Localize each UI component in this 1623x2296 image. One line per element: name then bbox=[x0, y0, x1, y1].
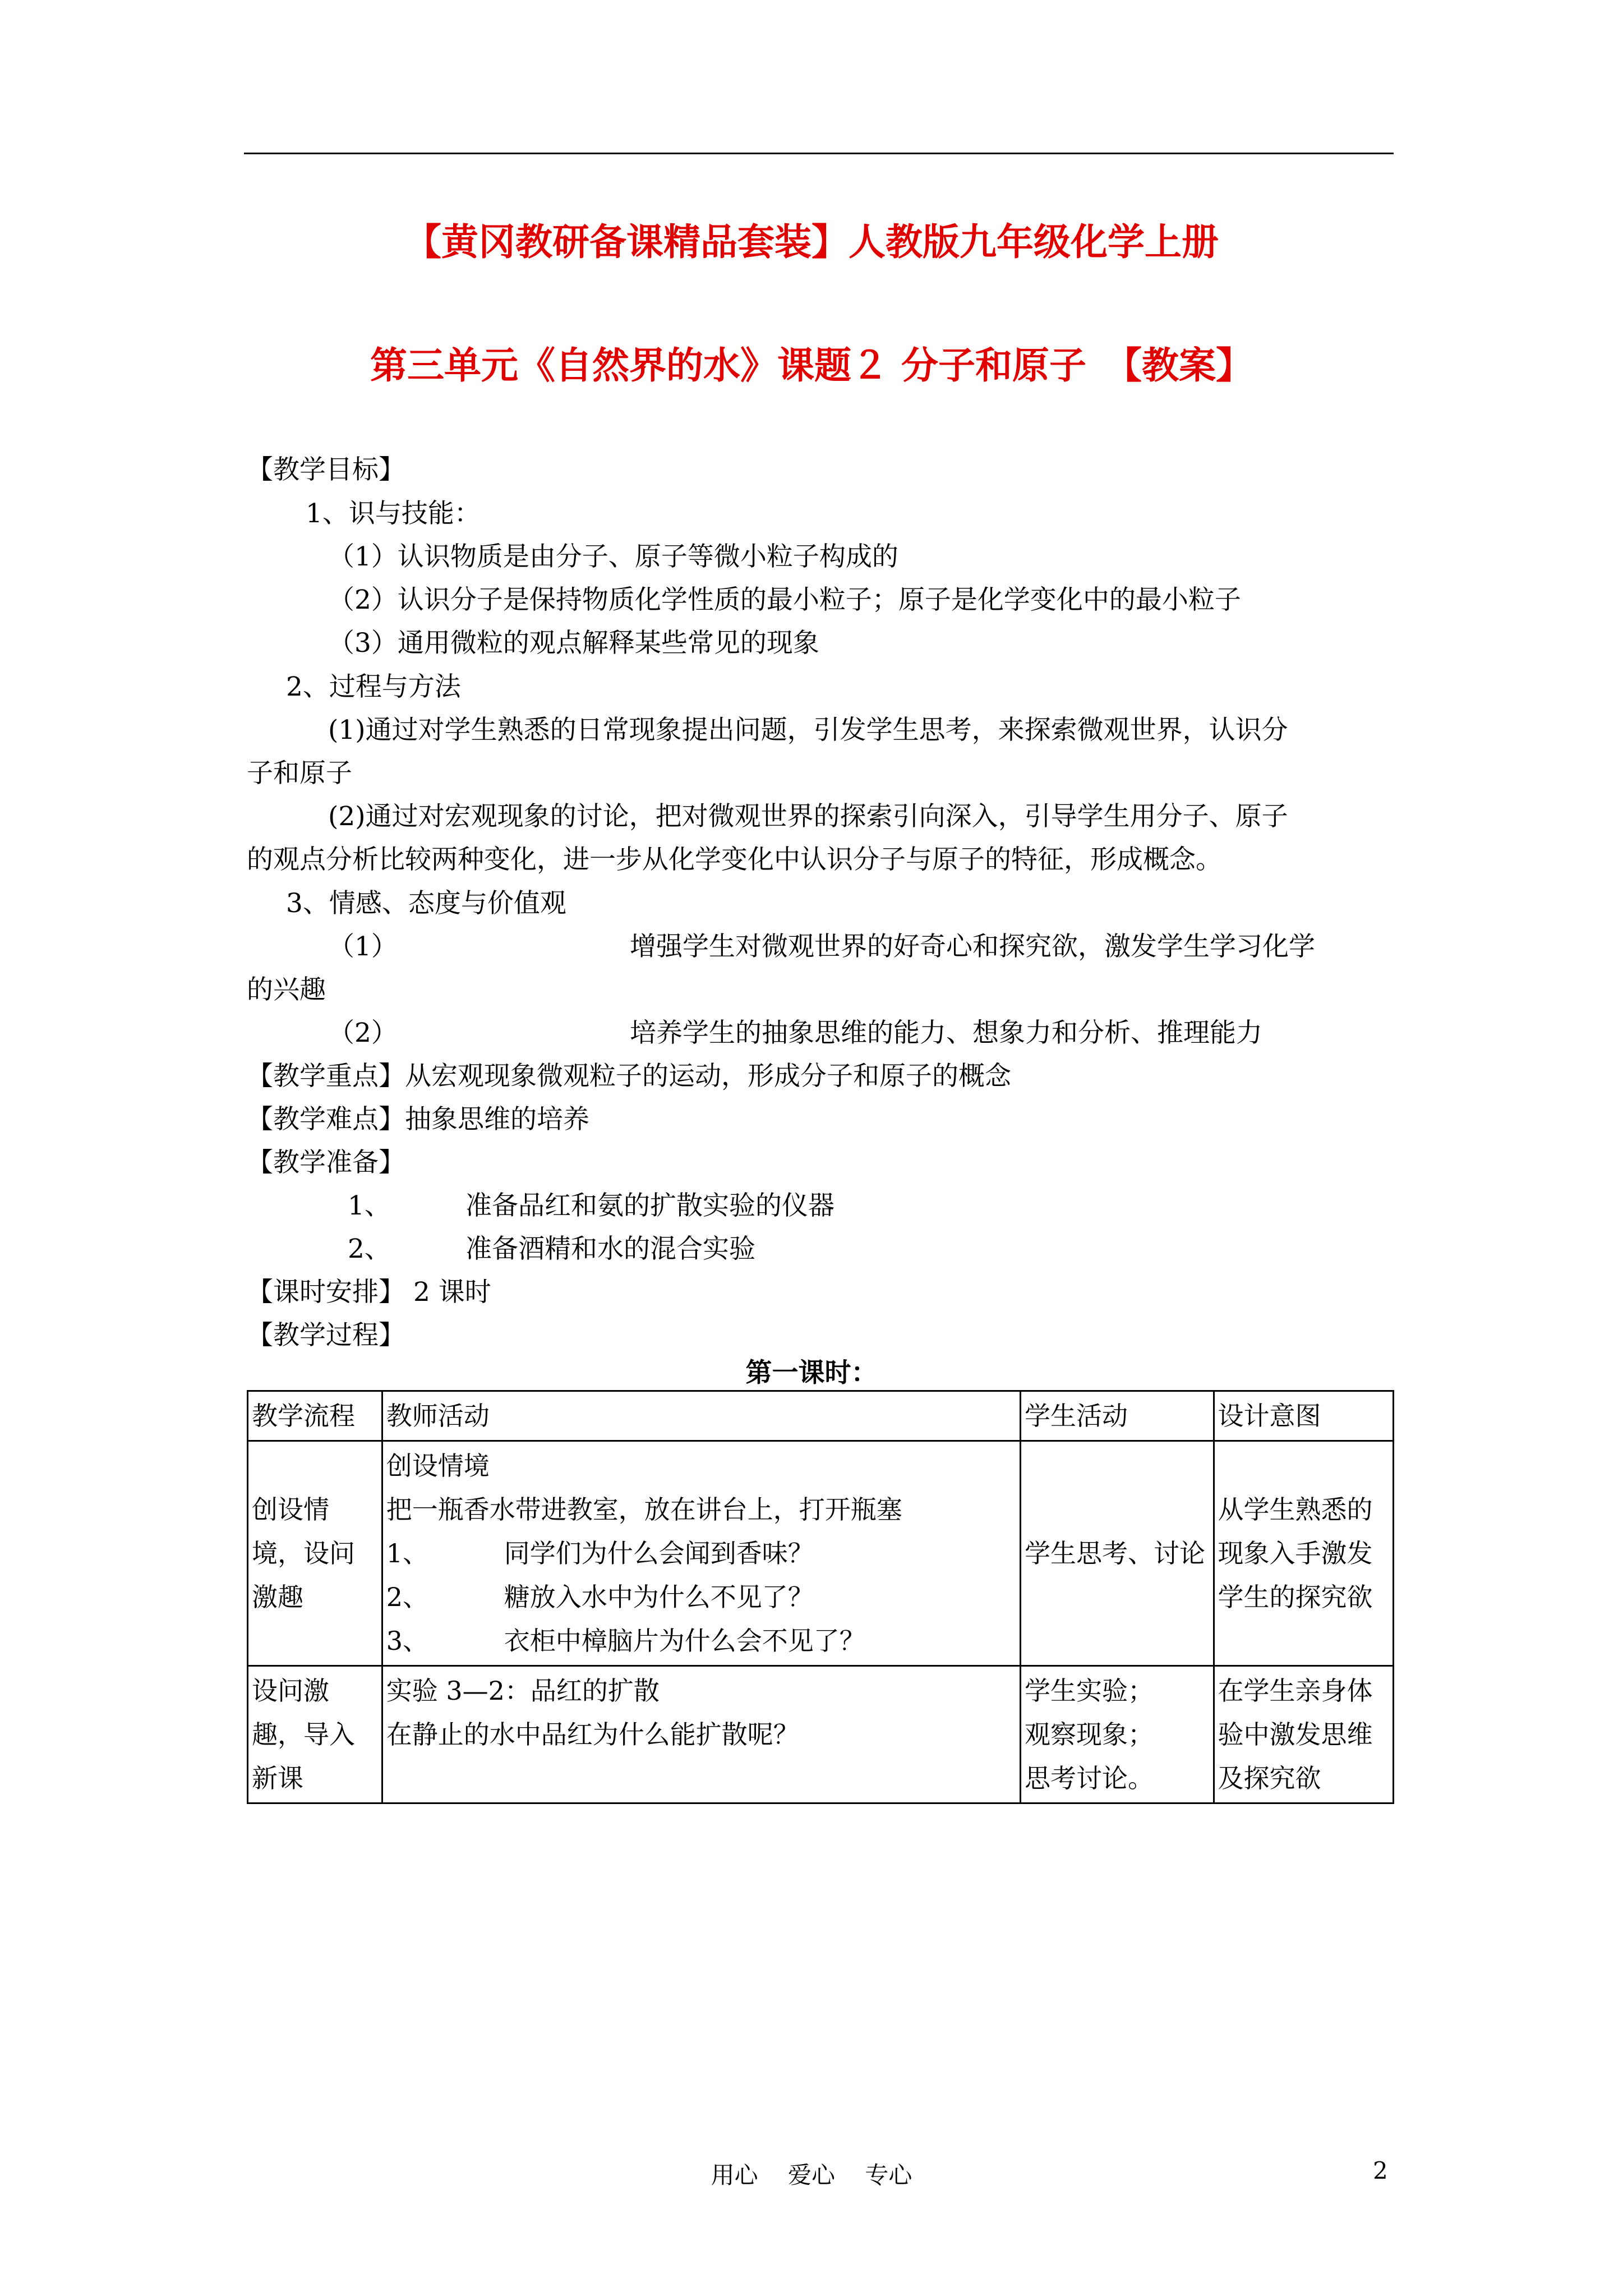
row1-flow: 创设情境，设问激趣 bbox=[248, 1441, 382, 1666]
preparation-item-1-number: 1、 bbox=[348, 1190, 391, 1221]
key-point: 【教学重点】从宏观现象微观粒子的运动，形成分子和原子的概念 bbox=[247, 1061, 1011, 1092]
process-item-2a: (2)通过对宏观现象的讨论，把对微观世界的探索引向深入，引导学生用分子、原子 bbox=[328, 801, 1288, 832]
objectives-heading: 【教学目标】 bbox=[247, 454, 405, 485]
list-item bbox=[386, 1531, 1016, 1575]
header-rule bbox=[244, 153, 1394, 154]
row2-intent: 在学生亲身体验中激发思维及探究欲 bbox=[1214, 1666, 1393, 1803]
page-number: 2 bbox=[1373, 2157, 1388, 2184]
preparation-item-2: 准备酒精和水的混合实验 bbox=[465, 1234, 755, 1264]
process-item-1a: (1)通过对学生熟悉的日常现象提出问题，引发学生思考，来探索微观世界，认识分 bbox=[328, 715, 1288, 746]
preparation-item-1: 准备品红和氨的扩散实验的仪器 bbox=[465, 1190, 834, 1221]
row1-teacher-title: 创设情境 bbox=[386, 1451, 490, 1481]
process-item-2b: 的观点分析比较两种变化，进一步从化学变化中认识分子与原子的特征，形成概念。 bbox=[247, 844, 1222, 875]
header-teacher: 教师活动 bbox=[382, 1391, 1020, 1441]
footer-motto: 用心 爱心 专心 bbox=[711, 2161, 912, 2189]
process-section-heading: 【教学过程】 bbox=[247, 1320, 405, 1351]
list-item bbox=[386, 1575, 1016, 1619]
knowledge-item-2: （2）认识分子是保持物质化学性质的最小粒子；原子是化学变化中的最小粒子 bbox=[328, 585, 1241, 615]
row1-item-2-number: 2、 bbox=[386, 1582, 428, 1612]
lesson-table bbox=[247, 1390, 1394, 1804]
process-heading: 2、过程与方法 bbox=[286, 671, 461, 702]
row1-item-3-number: 3、 bbox=[386, 1626, 428, 1656]
preparation-heading: 【教学准备】 bbox=[247, 1147, 405, 1178]
row2-student-line-2: 观察现象； bbox=[1025, 1719, 1154, 1750]
table-header-row bbox=[248, 1391, 1394, 1441]
header-intent: 设计意图 bbox=[1214, 1391, 1393, 1441]
row2-teacher bbox=[382, 1666, 1020, 1803]
row2-student-line-1: 学生实验； bbox=[1025, 1676, 1154, 1706]
row1-teacher bbox=[382, 1441, 1020, 1666]
row2-flow: 设问激趣，导入新课 bbox=[248, 1666, 382, 1803]
emotion-item-2-number: （2） bbox=[328, 1018, 398, 1048]
table-row bbox=[248, 1441, 1394, 1666]
row1-item-1-text: 同学们为什么会闻到香味？ bbox=[504, 1538, 814, 1568]
knowledge-item-3: （3）通用微粒的观点解释某些常见的现象 bbox=[328, 628, 819, 659]
emotion-heading: 3、情感、态度与价值观 bbox=[286, 888, 566, 919]
schedule: 【课时安排】 2 课时 bbox=[247, 1277, 491, 1308]
row1-intent: 从学生熟悉的现象入手激发学生的探究欲 bbox=[1214, 1441, 1393, 1666]
header-student: 学生活动 bbox=[1021, 1391, 1214, 1441]
emotion-item-1a: 增强学生对微观世界的好奇心和探究欲，激发学生学习化学 bbox=[630, 931, 1315, 962]
process-item-1b: 子和原子 bbox=[247, 758, 352, 789]
document-title: 【黄冈教研备课精品套装】人教版九年级化学上册 bbox=[404, 220, 1219, 264]
emotion-item-2: 培养学生的抽象思维的能力、想象力和分析、推理能力 bbox=[630, 1018, 1262, 1048]
row2-student-line-3: 思考讨论。 bbox=[1025, 1763, 1154, 1793]
preparation-item-2-number: 2、 bbox=[348, 1234, 391, 1264]
document-subtitle: 第三单元《自然界的水》课题２ 分子和原子 【教案】 bbox=[370, 344, 1253, 387]
row2-teacher-line-1: 实验 3—2：品红的扩散 bbox=[386, 1676, 660, 1706]
row1-item-2-text: 糖放入水中为什么不见了？ bbox=[504, 1582, 814, 1612]
table-caption: 第一课时： bbox=[745, 1358, 878, 1388]
knowledge-item-1: （1）认识物质是由分子、原子等微小粒子构成的 bbox=[328, 541, 898, 572]
header-flow: 教学流程 bbox=[248, 1391, 382, 1441]
row1-student: 学生思考、讨论 bbox=[1021, 1441, 1214, 1666]
knowledge-heading: 1、识与技能： bbox=[306, 498, 481, 529]
table-row bbox=[248, 1666, 1394, 1803]
row2-student bbox=[1021, 1666, 1214, 1803]
list-item bbox=[386, 1619, 1016, 1663]
emotion-item-1b: 的兴趣 bbox=[247, 974, 326, 1005]
row1-item-1-number: 1、 bbox=[386, 1538, 428, 1568]
row1-teacher-intro: 把一瓶香水带进教室，放在讲台上，打开瓶塞 bbox=[386, 1494, 902, 1525]
row1-item-3-text: 衣柜中樟脑片为什么会不见了？ bbox=[504, 1626, 865, 1656]
row2-teacher-line-2: 在静止的水中品红为什么能扩散呢？ bbox=[386, 1719, 799, 1750]
difficulty: 【教学难点】抽象思维的培养 bbox=[247, 1104, 589, 1135]
emotion-item-1-number: （1） bbox=[328, 931, 398, 962]
